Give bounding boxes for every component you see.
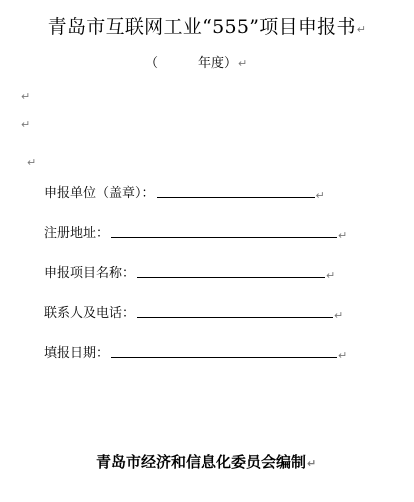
field-applicant-unit [44,181,325,201]
title-number: “555” [202,16,260,38]
title-prefix: 青岛市互联网工业 [47,16,203,38]
empty-paragraph [26,151,37,169]
paragraph-mark-icon: ↵ [27,156,37,169]
paragraph-mark-icon: ↵ [21,90,31,103]
field-label: 申报单位（盖章）： [44,186,155,201]
year-text: 年度） [198,56,238,71]
field-contact-phone [44,301,343,321]
empty-paragraph [20,85,31,103]
paragraph-mark-icon: ↵ [315,189,325,202]
paragraph-mark-icon: ↵ [334,309,344,322]
paragraph-mark-icon: ↵ [338,349,348,362]
empty-paragraph [20,113,31,131]
blank-line [157,196,315,198]
footer-text: 青岛市经济和信息化委员会编制 [96,453,307,471]
field-label: 申报项目名称： [44,266,136,281]
paragraph-mark-icon: ↵ [356,23,367,36]
field-label: 填报日期： [44,346,110,361]
issuer-footer [96,451,316,472]
document-title [0,12,414,39]
field-label: 联系人及电话： [44,306,136,321]
blank-line [111,356,337,358]
paragraph-mark-icon: ↵ [338,229,348,242]
paragraph-mark-icon: ↵ [307,457,317,470]
field-project-name [44,261,335,281]
blank-line [137,316,333,318]
field-registered-address [44,221,347,241]
blank-line [111,236,337,238]
year-line [145,52,247,71]
field-label: 注册地址： [44,226,110,241]
paragraph-mark-icon: ↵ [326,269,336,282]
paragraph-mark-icon: ↵ [238,57,248,70]
paragraph-mark-icon: ↵ [21,118,31,131]
blank-line [137,276,325,278]
field-fill-date [44,341,347,361]
title-suffix: 项目申报书 [259,16,356,38]
year-open: （ [145,56,159,71]
